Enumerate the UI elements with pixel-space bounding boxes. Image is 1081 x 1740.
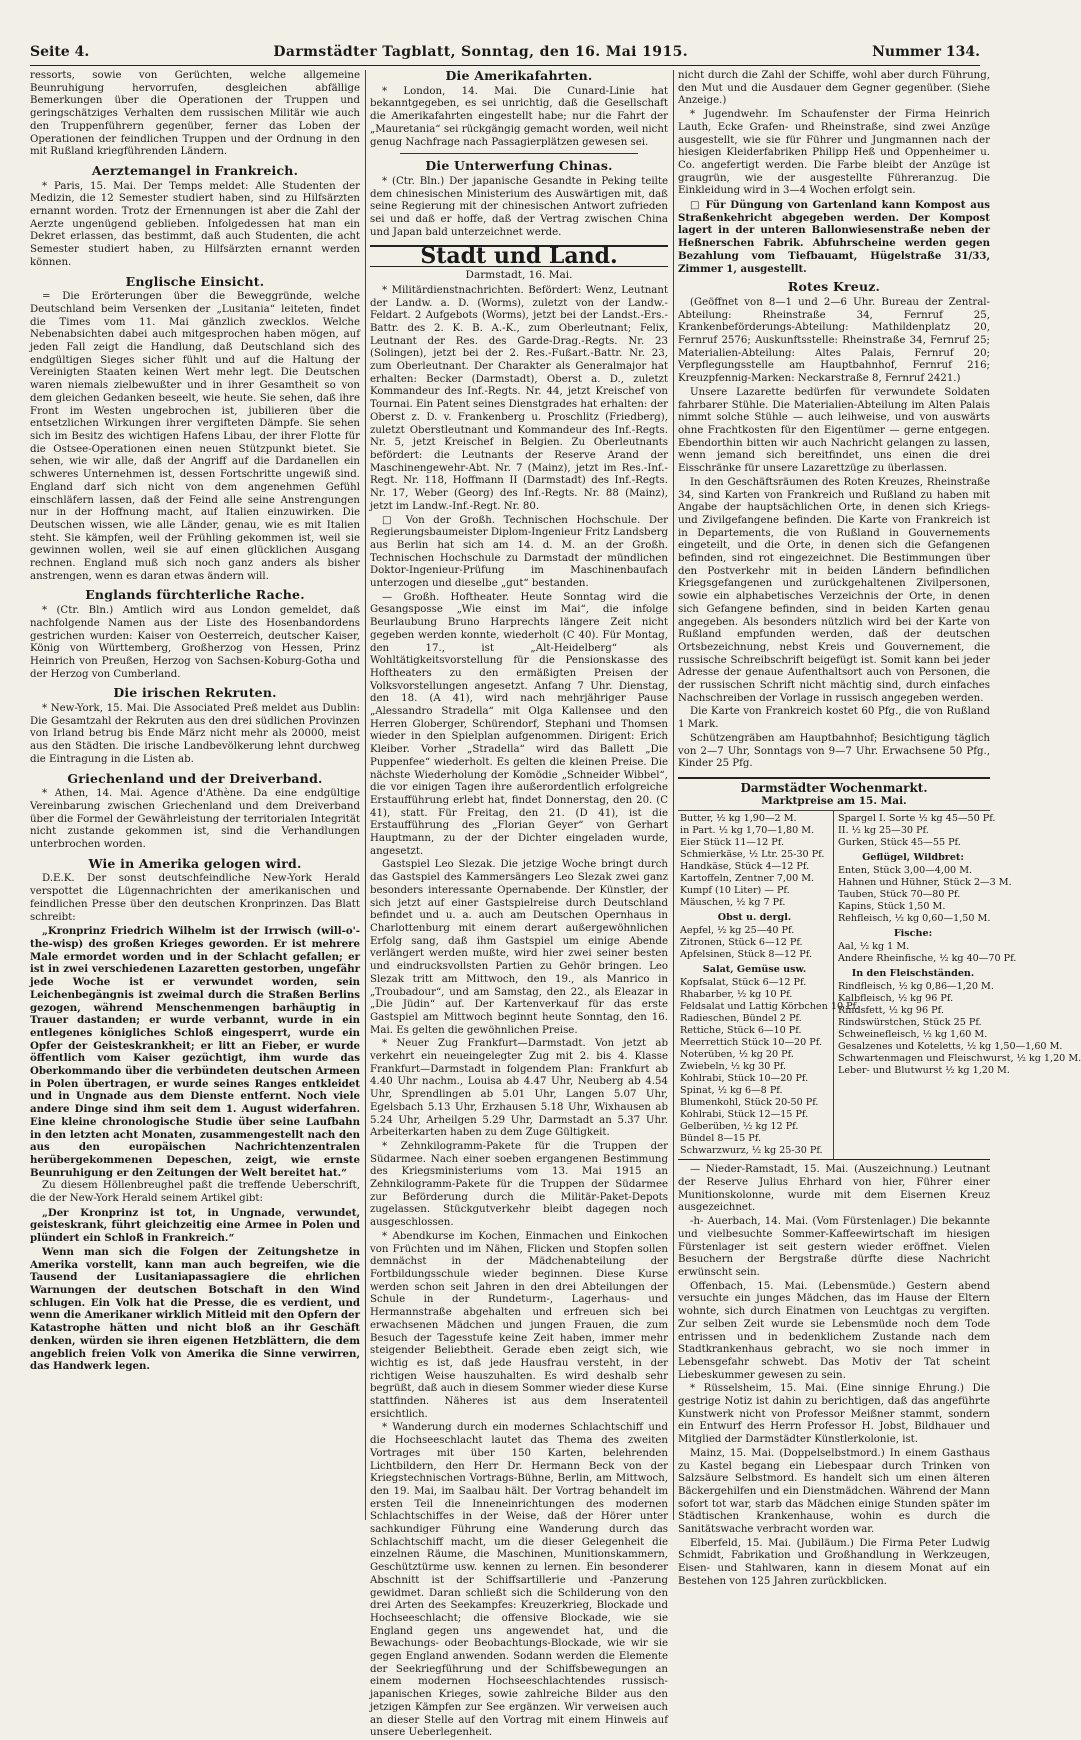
market-price-row: Andere Rheinfische, ½ kg 40—70 Pf.	[838, 953, 1017, 965]
market-price-row: Enten, Stück 3,00—4,00 M.	[838, 865, 973, 877]
market-price-row: Eier Stück 11—12 Pf.	[680, 837, 784, 849]
market-price-row: Spargel I. Sorte ½ kg 45—50 Pf.	[838, 813, 996, 825]
market-price-row: Kohlrabi, Stück 12—15 Pf.	[680, 1109, 809, 1121]
article-text: — Großh. Hoftheater. Heute Sonntag wird die Gesangsposse „Wie einst im Mai“, die infolge Beurlaubung Bruno Harprechts längere Zeit nicht gegeben werden konnte, wiederholt (C 40). Für Montag, den 17., ist „Alt-Heidelberg“ als Wohltätigkeitsvorstellung für die Pensionskasse des Hoftheaters zu den ermäßigten Preisen der Volksvorstellungen angesetzt. Anfang 7 Uhr. Dienstag, den 18. (A 41), wird nach mehrjähriger Pause „Alessandro Stradella“ mit Olga Kallensee und den Herren Globerger, Schürendorf, Stephani und Thomsen wieder in den Spielplan aufgenommen. Dirigent: Erich Kleiber. Vorher „Stradella“ wird das Ballett „Die Puppenfee“ wiederholt. Es gelten die kleinen Preise. Die nächste Wiederholung der Komödie „Schneider Wibbel“, die vor einigen Tagen ihre außerordentlich erfolgreiche Erstaufführung erlebt hat, findet Donnerstag, den 20. (C 41), statt. Für Freitag, den 21. (D 41), ist die Erstaufführung des „Florian Geyer“ von Gerhart Hauptmann, zu der der Dichter eingeladen wurde, angesetzt.	[370, 591, 668, 857]
market-price-row: Rindswürstchen, Stück 25 Pf.	[838, 1017, 982, 1029]
market-price-table	[678, 810, 1081, 1160]
market-price-row: Apfelsinen, Stück 8—12 Pf.	[680, 949, 813, 961]
market-price-row: Schwartenmagen und Fleischwurst, ½ kg 1,20 M.	[838, 1053, 1081, 1065]
market-section-heading: Fische:	[893, 928, 933, 940]
market-price-row: Gesalzenes und Koteletts, ½ kg 1,50—1,60 M.	[838, 1041, 1063, 1053]
column-rule	[365, 70, 366, 1520]
article-text: (Geöffnet von 8—1 und 2—6 Uhr. Bureau der Zentral-Abteilung: Rheinstraße 34, Fernruf 25, Krankenbeförderungs-Abteilung: Mathildenplatz 20, Fernruf 2576; Auskunftsstelle: Rheinstraße 34, Fernruf 25; Materialien-Abteilung: Altes Palais, Fernruf 20; Verpflegungsstelle am Hauptbahnhof, Fernruf 216; Kreuzpfennig-Marken: Neckarstraße 8, Fernruf 2421.)	[678, 296, 990, 385]
article-text: * Neuer Zug Frankfurt—Darmstadt. Von jetzt ab verkehrt ein neueingelegter Zug mit 2. bis 4. Klasse Frankfurt—Darmstadt in folgendem Plan: Frankfurt ab 4.40 Uhr nachm., Louisa ab 4.47 Uhr, Neuberg ab 4.54 Uhr, Sprendlingen ab 5.01 Uhr, Langen 5.07 Uhr, Egelsbach 5.13 Uhr, Erzhausen 5.18 Uhr, Wixhausen ab 5.24 Uhr, Arheilgen 5.29 Uhr, Darmstadt an 5.37 Uhr. Arbeiterkarten haben zu dem Zuge Gültigkeit.	[370, 1038, 668, 1139]
market-price-row: Bündel 8—15 Pf.	[680, 1133, 762, 1145]
article-text: Wenn man sich die Folgen der Zeitungshetze in Amerika vorstellt, kann man auch begreifen, wie die Tausend der Lusitaniapassagiere die ehrlichen Warnungen der deutschen Botschaft in den Wind schlugen. Ein Volk hat die Presse, die es verdient, und wenn die Amerikaner wirklich Mitleid mit den Opfern der Katastrophe hätten und nicht bloß an ihr Geschäft denken, würden sie ihren eigenen Hetzblättern, die dem angeblich freien Volk von Amerika die Sinne verwirren, das Handwerk legen.	[30, 1245, 360, 1373]
market-price-row: Schwarzwurz, ½ kg 25-30 Pf.	[680, 1145, 823, 1157]
market-column-left	[678, 811, 859, 1159]
market-price-row: Rettiche, Stück 6—10 Pf.	[680, 1025, 802, 1037]
article-text: In den Geschäftsräumen des Roten Kreuzes, Rheinstraße 34, sind Karten von Frankreich und Rußland zu haben mit Angabe der hauptsächlichen Orte, in denen sich Kriegs- und Zivilgefangene befinden. Die Karte von Frankreich ist in Departements, die von Rußland in Gouvernements eingeteilt, und die Orte, in denen sich die Gefangenen befinden, sind rot eingezeichnet. Die Bestimmungen über den Postverkehr mit in beiden Ländern befindlichen Kriegsgefangenen und zurückgehaltenen Zivilpersonen, sowie ein alphabetisches Verzeichnis der Orte, in denen sich Gefangene befinden, sind in beiden Karten genau angegeben. Als besonders nützlich wird bei der Karte von Rußland empfunden werden, daß der deutschen Ortsbezeichnung, nebst Kreis und Gouvernement, die russische Schreibschrift beigefügt ist. Somit kann bei jeder Adresse der genaue Aufenthaltsort auch von Personen, die der russischen Schrift nicht mächtig sind, durch einfaches Nachschreiben der Vorlage in russisch angegeben werden.	[678, 476, 990, 704]
market-price-row: Kalbfleisch, ½ kg 96 Pf.	[838, 993, 954, 1005]
article-quote: „Kronprinz Friedrich Wilhelm ist der Irrwisch (will-o'-the-wisp) des großen Krieges geworden. Er ist mehrere Male ermordet worden und in der Schlacht gefallen; er ist in zwei verschiedenen Lazaretten gestorben, ungefähr jede Woche ist er verwundet worden, sein Leichenbegängnis ist zweimal durch die Straßen Berlins gezogen, während Menschenmengen barhäuptig in Trauer dastanden; er wurde verbannt, wurde in ein entlegenes königliches Schloß eingesperrt, wurde ein Opfer der Geisteskrankheit; er litt an Fieber, er wurde öffentlich vom Kaiser gezüchtigt, ihm wurde das Oberkommando über die verbündeten deutschen Armeen in Polen übertragen, er wurde seines Ranges entkleidet und in Ungnade aus dem Dienste entfernt. Noch viele andere Dinge sind ihm seit dem 1. August widerfahren. Eine kleine chronologische Studie über seine Laufbahn in den letzten acht Monaten, zusammengestellt nach den aus den europäischen Nachrichtenzentralen herübergekommenen Depeschen, zeigt, wie ernste Beunruhigung er den Zeitungen der Welt bereitet hat.“	[30, 925, 360, 1179]
headline: Englands fürchterliche Rache.	[85, 587, 305, 603]
market-price-row: Aepfel, ½ kg 25—40 Pf.	[680, 925, 795, 937]
divider	[400, 153, 638, 154]
article-text: Offenbach, 15. Mai. (Lebensmüde.) Gestern abend versuchte ein junges Mädchen, das im Hause der Eltern wohnte, sich durch Einatmen von Leuchtgas zu vergiften. Zur selben Zeit wurde sie Lebensmüde noch dem Tode entrissen und in bedenklichem Zustande nach dem Stadtkrankenhaus gebracht, wo sie noch immer in Lebensgefahr schwebt. Das Motiv der Tat scheint Liebeskummer gewesen zu sein.	[678, 1280, 990, 1381]
market-price-row: II. ½ kg 25—30 Pf.	[838, 825, 929, 837]
market-price-row: Kopfsalat, Stück 6—12 Pf.	[680, 977, 807, 989]
market-section-heading: Obst u. dergl.	[717, 912, 792, 924]
issue-number: Nummer 134.	[872, 44, 980, 60]
market-price-row: Rindfleisch, ½ kg 0,86—1,20 M.	[838, 981, 994, 993]
newspaper-page	[10, 8, 1081, 1739]
market-subtitle: Marktpreise am 15. Mai.	[761, 794, 907, 807]
section-dateline: Darmstadt, 16. Mai.	[465, 269, 573, 282]
article-text: * London, 14. Mai. Die Cunard-Linie hat bekanntgegeben, es sei unrichtig, daß die Gesellschaft die Amerikafahrten eingestellt habe; nur die Fahrt der „Mauretania“ sei rückgängig gemacht worden, weil nicht genug Nachfrage nach Passagierplätzen gewesen sei.	[370, 85, 668, 148]
article-text: * Zehnkilogramm-Pakete für die Truppen der Südarmee. Nach einer soeben ergangenen Bestimmung des Kriegsministeriums vom 13. Mai 1915 an Zehnkilogramm-Pakete für die Truppen der Südarmee zur Beförderung durch die Militär-Paket-Depots zugelassen. Stückgutverkehr bleibt dagegen noch ausgeschlossen.	[370, 1140, 668, 1229]
article-text: — Nieder-Ramstadt, 15. Mai. (Auszeichnung.) Leutnant der Reserve Julius Ehrhard von hier, Führer einer Munitionskolonne, wurde mit dem Eisernen Kreuz ausgezeichnet.	[678, 1164, 990, 1214]
market-price-row: Noterüben, ½ kg 20 Pf.	[680, 1049, 794, 1061]
article-text: Unsere Lazarette bedürfen für verwundete Soldaten fahrbarer Stühle. Die Materialien-Abteilung im Alten Palais nimmt solche Stühle — auch leihweise, und von auswärts ohne Frachtkosten für den Eigentümer — gerne entgegen. Ebendorthin bitten wir auch Nachricht gelangen zu lassen, wenn jemand sich bereitfindet, uns einen die drei Eisschränke für unsere Lazarettzüge zu überlassen.	[678, 386, 990, 475]
market-section-heading: In den Fleischständen.	[851, 968, 975, 980]
article-text: * (Ctr. Bln.) Amtlich wird aus London gemeldet, daß nachfolgende Namen aus der Liste des Hosenbandordens gestrichen wurden: Kaiser von Oesterreich, deutscher Kaiser, König von Württemberg, Großherzog von Hessen, Prinz Heinrich von Preußen, Herzog von Sachsen-Koburg-Gotha und der Herzog von Cumberland.	[30, 605, 360, 680]
market-price-row: Blumenkohl, Stück 20-50 Pf.	[680, 1097, 819, 1109]
article-text: □ Für Düngung von Gartenland kann Kompost aus Straßenkehricht abgegeben werden. Der Kompost lagert in der unteren Ballonwiesenstraße neben der Heßnerschen Fabrik. Abfuhrscheine werden gegen Bezahlung vom Tiefbauamt, Hügelstraße 31/33, Zimmer 1, ausgestellt.	[678, 199, 990, 275]
article-text: Elberfeld, 15. Mai. (Jubiläum.) Die Firma Peter Ludwig Schmidt, Fabrikation und Großhandlung in Werkzeugen, Eisen- und Stahlwaren, kann in diesem Monat auf ein Bestehen von 125 Jahren zurückblicken.	[678, 1537, 990, 1587]
article-text: Mainz, 15. Mai. (Doppelselbstmord.) In einem Gasthaus zu Kastel begang ein Liebespaar durch Trinken von Salzsäure Selbstmord. Es handelt sich um einen älteren Bäckergehilfen und ein Dienstmädchen. Während der Mann sofort tot war, starb das Mädchen einige Stunden später im Städtischen Krankenhause, wohin es durch die Sanitätswache verbracht worden war.	[678, 1447, 990, 1536]
market-price-row: Kumpf (10 Liter) — Pf.	[680, 885, 790, 897]
market-title: Darmstädter Wochenmarkt.	[678, 777, 990, 795]
market-price-row: Zwiebeln, ½ kg 30 Pf.	[680, 1061, 787, 1073]
headline: Englische Einsicht.	[125, 273, 265, 289]
article-text: * Rüsselsheim, 15. Mai. (Eine sinnige Ehrung.) Die gestrige Notiz ist dahin zu berichtigen, daß das angeführte Kunstwerk nicht von Professor Meißner stammt, sondern ein Entwurf des Herrn Professor H. Jobst, Bildhauer und Mitglied der Darmstädter Künstlerkolonie, ist.	[678, 1383, 990, 1446]
market-price-row: Zitronen, Stück 6—12 Pf.	[680, 937, 803, 949]
headline: Aerztemangel in Frankreich.	[91, 162, 299, 178]
column-1	[30, 70, 360, 1520]
market-price-row: Rindsfett, ½ kg 96 Pf.	[838, 1005, 944, 1017]
article-quote: „Der Kronprinz ist tot, in Ungnade, verwundet, geisteskrank, führt gleichzeitig eine Armee in Polen und plündert ein Schloß in Frankreich.“	[30, 1206, 360, 1245]
article-text: Zu diesem Höllenbreughel paßt die treffende Ueberschrift, die der New-York Herald seinem Artikel gibt:	[30, 1180, 360, 1205]
page-number: Seite 4.	[30, 44, 90, 60]
masthead	[30, 44, 980, 66]
market-price-row: Schweinefleisch, ½ kg 1,60 M.	[838, 1029, 988, 1041]
paper-dateline: Darmstädter Tagblatt, Sonntag, den 16. Mai 1915.	[273, 44, 689, 60]
market-price-row: Kohlrabi, Stück 10—20 Pf.	[680, 1073, 809, 1085]
market-price-row: Tauben, Stück 70—80 Pf.	[838, 889, 961, 901]
market-price-row: Kartoffeln, Zentner 7,00 M.	[680, 873, 815, 885]
market-price-row: Radieschen, Bündel 2 Pf.	[680, 1013, 802, 1025]
market-price-row: Spinat, ½ kg 6—8 Pf.	[680, 1085, 783, 1097]
market-price-row: Aal, ½ kg 1 M.	[838, 941, 910, 953]
market-price-row: Mäuschen, ½ kg 7 Pf.	[680, 897, 786, 909]
market-price-row: Kapins, Stück 1,50 M.	[838, 901, 946, 913]
column-2	[370, 68, 668, 1739]
market-price-row: Leber- und Blutwurst ½ kg 1,20 M.	[838, 1065, 1010, 1077]
article-text: * Paris, 15. Mai. Der Temps meldet: Alle Studenten der Medizin, die 12 Semester studiert haben, sind zu Hilfsärzten ernannt worden. Trotz der Ernennungen ist aber die Zahl der Aerzte ungenügend geblieben. Infolgedessen hat man ein Dekret erlassen, das bestimmt, daß auch Studenten, die acht Semester studiert haben, zu Hilfsärzten ernannt werden können.	[30, 180, 360, 268]
article-text: nicht durch die Zahl der Schiffe, wohl aber durch Führung, den Mut und die Ausdauer dem Gegner gegenüber. (Siehe Anzeige.)	[678, 70, 990, 107]
headline: Griechenland und der Dreiverband.	[67, 770, 323, 786]
section-title: Stadt und Land.	[370, 245, 668, 267]
headline: Die Amerikafahrten.	[445, 68, 593, 83]
market-price-row: Meerrettich Stück 10—20 Pf.	[680, 1037, 823, 1049]
market-price-row: Schmierkäse, ½ Ltr. 25-30 Pf.	[680, 849, 825, 861]
article-text: * Jugendwehr. Im Schaufenster der Firma Heinrich Lauth, Ecke Grafen- und Rheinstraße, sind zwei Anzüge ausgestellt, wie sie für Führer und Jungmannen nach der hiesigen Kleiderfabriken Philipp Heß und Oppenheimer u. Co. angefertigt werden. Die Farbe bleibt der Anzüge ist graugrün, wie der ausgestellte Führeranzug. Die Einkleidung wird in 3—4 Wochen erfolgt sein.	[678, 109, 990, 197]
market-price-row: Handkäse, Stück 4—12 Pf.	[680, 861, 810, 873]
article-text: * Wanderung durch ein modernes Schlachtschiff und die Hochseeschlacht lautet das Thema des zweiten Vortrages mit über 150 Karten, belehrenden Lichtbildern, den Herr Dr. Hermann Beck von der Kriegstechnischen Vortrags-Bühne, Berlin, am Mittwoch, den 19. Mai, im Saalbau hält. Der Vortrag behandelt im ersten Teil die Inneneinrichtungen des modernen Schlachtschiffes in der Weise, daß der Hörer unter sachkundiger Führung eine Wanderung durch das Schlachtschiff macht, um die dieser Gelegenheit die einzelnen Räume, die Maschinen, Munitionskammern, Geschütztürme usw. kennen zu lernen. Ein besonderer Abschnitt ist der Schiffsartillerie und -Panzerung gewidmet. Daran schließt sich die Schilderung von den drei Arten des Seekampfes: Kreuzerkrieg, Blockade und Hochseeschlacht; die offensive Blockade, wie sie England gegen uns angewendet hat, und die Bewachungs- oder Beobachtungs-Blockade, wie wir sie gegen England anwenden. Sodann werden die Elemente der Seekriegführung und der Schiffsbewegungen an einem modernen Hochseeschlachtendes russisch-japanischen Krieges, sowie zahlreiche Bilder aus den jetzigen Kämpfen zur See ergänzen. Wir verweisen auch an dieser Stelle auf den Vortrag mit einem Hinweis auf unsere Ueberlegenheit.	[370, 1422, 668, 1739]
article-text: * New-York, 15. Mai. Die Associated Preß meldet aus Dublin: Die Gesamtzahl der Rekruten aus den drei südlichen Provinzen von Irland betrug bis Ende März nicht mehr als 20000, meist aus den Städten. Die irische Landbevölkerung lehnt durchweg die Eintragung in die Listen ab.	[30, 703, 360, 765]
market-price-row: Rehfleisch, ½ kg 0,60—1,50 M.	[838, 913, 991, 925]
article-text: □ Von der Großh. Technischen Hochschule. Der Regierungsbaumeister Diplom-Ingenieur Fritz Landsberg aus Berlin hat sich am 14. d. M. an der Großh. Technischen Hochschule zu Darmstadt der mündlichen Doktor-Ingenieur-Prüfung im Maschinenbaufach unterzogen und dieselbe „gut“ bestanden.	[370, 514, 668, 590]
market-section-heading: Geflügel, Wildbret:	[862, 852, 964, 864]
market-price-row: Gelberüben, ½ kg 12 Pf.	[680, 1121, 799, 1133]
article-text: * Militärdienstnachrichten. Befördert: Wenz, Leutnant der Landw. a. D. (Worms), zuletzt von der Landw.-Feldart. 2 Aufgebots (Worms), jetzt bei der Landst.-Ers.-Battr. des 2. K. B. A.-K., zum Oberleutnant; Felix, Leutnant der Res. des Garde-Drag.-Regts. Nr. 23 (Solingen), jetzt bei der 2. Res.-Fußart.-Battr. Nr. 23, zum Oberleutnant. Der Charakter als Generalmajor hat erhalten: Becker (Darmstadt), Oberst a. D., zuletzt Kommandeur des Inf.-Regts. Nr. 44, jetzt Kreischef von Tournai. Ein Patent seines Dienstgrades hat erhalten: der Oberst z. D. v. Frankenberg u. Proschlitz (Friedberg), zuletzt Oberstleutnant und Kommandeur des Inf.-Regts. Nr. 5, jetzt Kreischef in Belgien. Zu Oberleutnants befördert: die Leutnants der Reserve Arand der Maschinengewehr-Abt. Nr. 7 (Mainz), jetzt im Res.-Inf.-Regt. Nr. 118, Hoffmann II (Darmstadt) des Inf.-Regts. Nr. 17, Weber (Georg) des Inf.-Regts. Nr. 88 (Mainz), jetzt im Landw.-Inf.-Regt. Nr. 80.	[370, 284, 668, 512]
column-3	[678, 70, 1081, 1587]
market-price-row: Hahnen und Hühner, Stück 2—3 M.	[838, 877, 1012, 889]
article-text: Schützengräben am Hauptbahnhof; Besichtigung täglich von 2—7 Uhr, Sonntags von 9—7 Uhr. Erwachsene 50 Pfg., Kinder 25 Pfg.	[678, 732, 990, 770]
headline: Die irischen Rekruten.	[113, 685, 277, 701]
market-section-heading: Salat, Gemüse usw.	[702, 964, 807, 976]
article-text: * Athen, 14. Mai. Agence d'Athène. Da eine endgültige Vereinbarung zwischen Griechenland und dem Dreiverband über die Formel der Gewährleistung der territorialen Integrität nicht zustande gekommen ist, sind die Verhandlungen unterbrochen worden.	[30, 788, 360, 851]
article-text: ressorts, sowie von Gerüchten, welche allgemeine Beunruhigung hervorrufen, desgleichen abfällige Bemerkungen über die Operationen der Truppen und geringschätziges Verhalten dem russischen Militär wie auch den Truppenführern gegenüber, ferner das Loben der Operationen der feindlichen Truppen und der Ordnung in den mit Rußland kriegführenden Ländern.	[30, 70, 360, 158]
headline: Die Unterwerfung Chinas.	[425, 158, 613, 174]
article-text: D.E.K. Der sonst deutschfeindliche New-York Herald verspottet die Lügennachrichten der amerikanischen und feindlichen Presse über den deutschen Kronprinzen. Das Blatt schreibt:	[30, 873, 360, 923]
column-rule	[673, 70, 674, 1520]
article-text: Die Karte von Frankreich kostet 60 Pfg., die von Rußland 1 Mark.	[678, 706, 990, 731]
market-price-row: Butter, ½ kg 1,90—2 M.	[680, 813, 797, 825]
market-column-right	[834, 811, 1081, 1159]
article-text: * (Ctr. Bln.) Der japanische Gesandte in Peking teilte dem chinesischen Ministerium des Auswärtigen mit, daß seine Regierung mit der chinesischen Antwort zufrieden sei und daß er hoffe, daß der Vertrag zwischen China und Japan bald unterzeichnet werde.	[370, 175, 668, 238]
market-price-row: in Part. ½ kg 1,70—1,80 M.	[680, 825, 815, 837]
headline: Wie in Amerika gelogen wird.	[88, 855, 302, 871]
market-price-row: Rhabarber, ½ kg 10 Pf.	[680, 989, 793, 1001]
market-price-row: Gurken, Stück 45—55 Pf.	[838, 837, 961, 849]
headline: Rotes Kreuz.	[787, 279, 881, 295]
article-text: * Abendkurse im Kochen, Einmachen und Einkochen von Früchten und im Nähen, Flicken und Stopfen sollen demnächst in der Mädchenabteilung der Fortbildungsschule wieder beginnen. Diese Kurse werden schon seit Jahren in den drei Abteilungen der Schule in der Rundeturm-, Lagerhaus- und Hermannstraße abgehalten und erfreuen sich bei erwachsenen Mädchen und jungen Frauen, die zum Besuch der Tagesstufe keine Zeit haben, immer mehr steigender Beliebtheit. Gerade eben zeigt sich, wie wichtig es ist, daß jede Hausfrau versteht, in der richtigen Weise hauszuhalten. Es wird deshalb sehr begrüßt, daß auch in diesem Sommer wieder diese Kurse stattfinden. Näheres ist aus dem Inseratenteil ersichtlich.	[370, 1230, 668, 1420]
market-price-row: Feldsalat und Lattig Körbchen 10 Pf.	[680, 1001, 859, 1013]
article-text: -h- Auerbach, 14. Mai. (Vom Fürstenlager.) Die bekannte und vielbesuchte Sommer-Kaffeewirtschaft im hiesigen Fürstenlager ist seit gestern wieder eröffnet. Vielen Besuchern der Bergstraße dürfte diese Nachricht erwünscht sein.	[678, 1216, 990, 1278]
article-text: Gastspiel Leo Slezak. Die jetzige Woche bringt durch das Gastspiel des Kammersängers Leo Slezak zwei ganz besonders interessante Opernabende. Der Künstler, der sich jetzt auf einer Gastspielreise durch Deutschland befindet und u. a. auch am Deutschen Opernhaus in Charlottenburg mit einem derart außergewöhnlichen Erfolg sang, daß ihm Gastspiel um einige Abende verlängert werden mußte, wird hier zwei seiner besten und eindrucksvollsten Partien zu Gehör bringen. Leo Slezak tritt am Mittwoch, den 19., als Manrico in „Troubadour“, und am Samstag, den 22., als Eleazar in „Die Jüdin“ auf. Der Kartenverkauf für das erste Gastspiel am Mittwoch beginnt heute Sonntag, den 16. Mai. Es gelten die gewöhnlichen Preise.	[370, 859, 668, 1036]
article-text: = Die Erörterungen über die Beweggründe, welche Deutschland beim Versenken der „Lusitania“ leiteten, findet die Times vom 11. Mai gänzlich zwecklos. Welche Nebenabsichten dabei auch mitgesprochen haben mögen, auf jeden Fall zeigt die Handlung, daß Deutschland sich des endgültigen Sieges sicher fühlt und auf die Haltung der Vereinigten Staaten keinen Wert mehr legt. Die Deutschen waren niemals zielbewußter und in ihrer Gesamtheit so von dem gleichen Gedanken beseelt, wie heute. Sie sehen, daß ihre Front im Westen ungebrochen ist, jubilieren über die entsetzlichen Wirkungen ihrer vergifteten Dämpfe. Sie sehen sich im Besitz des wichtigen Hafens Libau, der ihrer Flotte für die Ostsee-Operationen einen neuen Stützpunkt bietet. Sie sehen, wie wir alle, daß der Angriff auf die Dardanellen ein schweres Unternehmen ist, dessen Fortschritte ungewiß sind. England darf sich nicht von dem angenehmen Gefühl einschläfern lassen, daß der Feind alle seine Anstrengungen nur in der Hoffnung macht, auf Italien einzuwirken. Die Deutschen wissen, wie alle Länder, genau, wie es mit Italien steht. Sie kämpfen, weil der Frühling gekommen ist, weil sie gewinnen wollen, weil sie auf einen glücklichen Ausgang rechnen. England muß sich noch ganz anders als bisher anstrengen, wenn es daran etwas ändern will.	[30, 291, 360, 582]
